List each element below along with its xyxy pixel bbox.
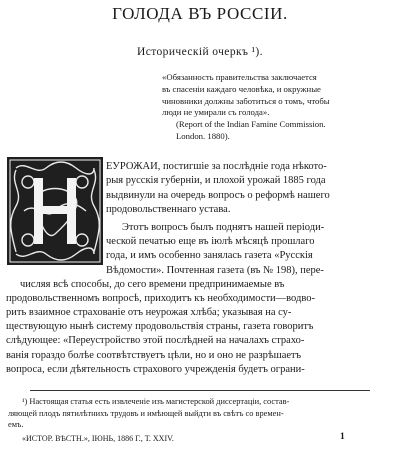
body-line: продовольственномъ вопросѣ, приходитъ къ необходимости—водво- [6,293,315,304]
footnote-line: ¹) Настоящая статья есть извлеченіе изъ магистерской диссертаціи, состав- [22,397,290,406]
epigraph [162,72,394,143]
body-line: ЕУРОЖАИ, постигшіе за послѣдніе года нѣкото- [106,161,327,172]
body-line: года, и имъ особенно занялась газета «Русскія [106,250,313,261]
body-line: ванія гораздо болѣе соотвѣтствуетъ цѣли, но и оно не разрѣшаетъ [6,350,302,361]
body-line: рить взаимное страхованіе отъ неурожая хлѣба; указывая на су- [6,307,292,318]
body-line: рыя русскія губерніи, и плохой урожай 1885 года [106,175,326,186]
footnote-line: емъ. [8,420,24,430]
footnote-divider [30,390,370,391]
body-line: Этотъ вопросъ былъ поднятъ нашей періоди- [122,222,325,233]
epigraph-line: чиновники должны заботиться о томъ, чтобы [162,95,330,106]
epigraph-line: «Обязанность правительства заключается [162,72,317,82]
body-line: ществующую нынѣ систему продовольствія страны, газета говоритъ [6,321,314,332]
footnote [8,396,394,431]
body-line: слѣдующее: «Переустройство этой послѣдней на началахъ страхо- [6,335,305,346]
ornamental-dropcap-icon [6,156,104,266]
body-line: Вѣдомости». Почтенная газета (въ № 198), пере- [106,265,324,276]
epigraph-source: (Report of the Indian Famine Commission. [176,119,326,130]
body-line: ческой печатью еще въ іюлѣ мѣсяцѣ прошлаго [106,236,315,247]
footnote-line: ляющей плодъ пятилѣтнихъ трудовъ и имѣющей выйдти въ свѣтъ со времен- [8,408,284,418]
page-number: 1 [340,432,345,442]
body-line: продовольственнаго устава. [106,204,231,215]
body-line: числяя всѣ способы, до сего времени предпринимаемые въ [20,279,285,290]
page-title: ГОЛОДА ВЪ РОССІИ. [112,4,288,23]
epigraph-source: London. 1880). [176,130,230,141]
epigraph-line: въ спасеніи каждаго человѣка, и окружные [162,83,321,94]
epigraph-line: люди не умирали съ голода». [162,107,270,118]
journal-citation: «ИСТОР. ВѢСТН.», ІЮНЬ, 1886 Г., Т. XXIV. [22,434,174,443]
article-subtitle: Историческій очеркъ ¹). [137,46,263,58]
body-line: выдвинули на очередь вопросъ о реформѣ нашего [106,190,330,201]
body-line: вопроса, если дѣятельность страхового учрежденія будетъ ограни- [6,364,305,375]
